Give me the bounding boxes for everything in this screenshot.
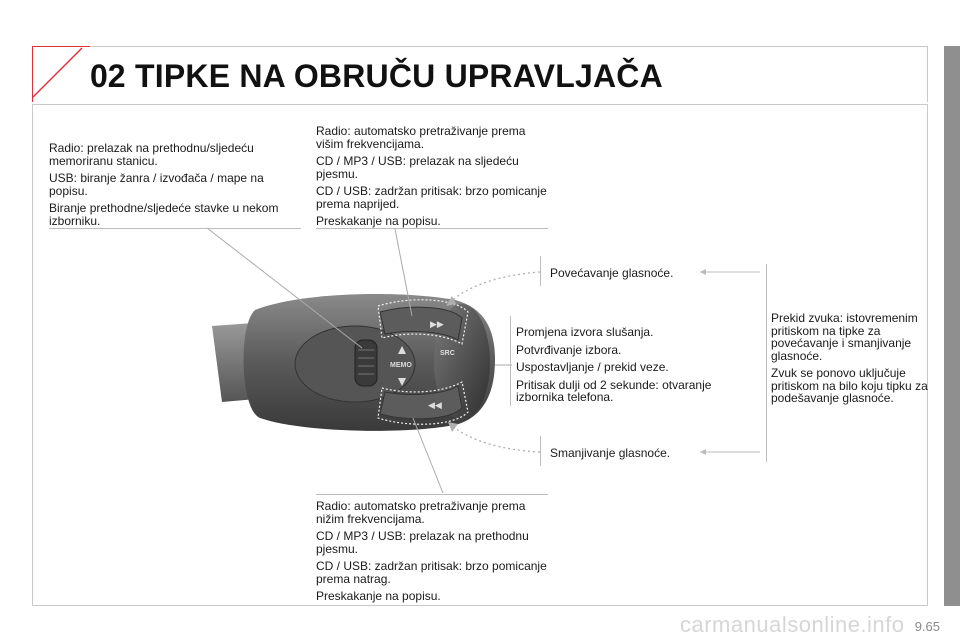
paragraph: Biranje prethodne/sljedeće stavke u nekom izborniku.: [49, 201, 279, 228]
separator-rule: [49, 228, 301, 229]
page-number: 9.65: [914, 619, 940, 634]
text-volume-down: Smanjivanje glasnoće.: [550, 446, 671, 460]
separator-vertical: [540, 256, 541, 286]
text-block-next-track: [316, 125, 550, 233]
svg-text:▶▶: ▶▶: [430, 320, 444, 330]
text-block-mute: [771, 312, 929, 410]
paragraph: Potvrđivanje izbora.: [516, 342, 622, 357]
mute-bracket-line: [766, 264, 767, 462]
text-block-prev-track: [316, 500, 552, 608]
paragraph: Pritisak dulji od 2 sekunde: otvaranje izbornika telefona.: [516, 377, 712, 404]
paragraph: Preskakanje na popisu.: [316, 589, 441, 603]
text-volume-up: Povećavanje glasnoće.: [550, 266, 674, 280]
svg-text:◀◀: ◀◀: [428, 401, 442, 411]
paragraph: Radio: automatsko pretraživanje prema nižim frekvencijama.: [316, 499, 526, 526]
paragraph: Promjena izvora slušanja.: [516, 325, 654, 339]
separator-vertical: [540, 436, 541, 466]
paragraph: Prekid zvuka: istovremenim pritiskom na tipke za povećavanje i smanjivanje glasnoće.: [771, 311, 918, 363]
memo-label: MEMO: [390, 362, 412, 369]
separator-rule: [316, 494, 548, 495]
paragraph: CD / USB: zadržan pritisak: brzo pomicanje prema natrag.: [316, 559, 547, 586]
paragraph: CD / USB: zadržan pritisak: brzo pomicanje prema naprijed.: [316, 184, 547, 211]
watermark: carmanualsonline.info: [680, 612, 905, 637]
paragraph: Radio: prelazak na prethodnu/sljedeću memoriranu stanicu.: [49, 141, 254, 168]
chapter-number: 02: [90, 58, 126, 94]
paragraph: CD / MP3 / USB: prelazak na prethodnu pjesmu.: [316, 529, 529, 556]
separator-rule: [316, 228, 548, 229]
paragraph: Preskakanje na popisu.: [316, 214, 441, 228]
paragraph: Radio: automatsko pretraživanje prema višim frekvencijama.: [316, 124, 526, 151]
text-block-source: [516, 326, 736, 409]
paragraph: Zvuk se ponovo uključuje pritiskom na bilo koju tipku za podešavanje glasnoće.: [771, 366, 928, 405]
paragraph: CD / MP3 / USB: prelazak na sljedeću pjesmu.: [316, 154, 519, 181]
paragraph: USB: biranje žanra / izvođača / mape na popisu.: [49, 171, 264, 198]
text-block-thumbwheel: [49, 142, 301, 232]
paragraph: Uspostavljanje / prekid veze.: [516, 360, 669, 374]
src-label: SRC: [440, 350, 455, 357]
separator-vertical: [510, 316, 511, 406]
page-title: TIPKE NA OBRUČU UPRAVLJAČA: [135, 58, 663, 94]
